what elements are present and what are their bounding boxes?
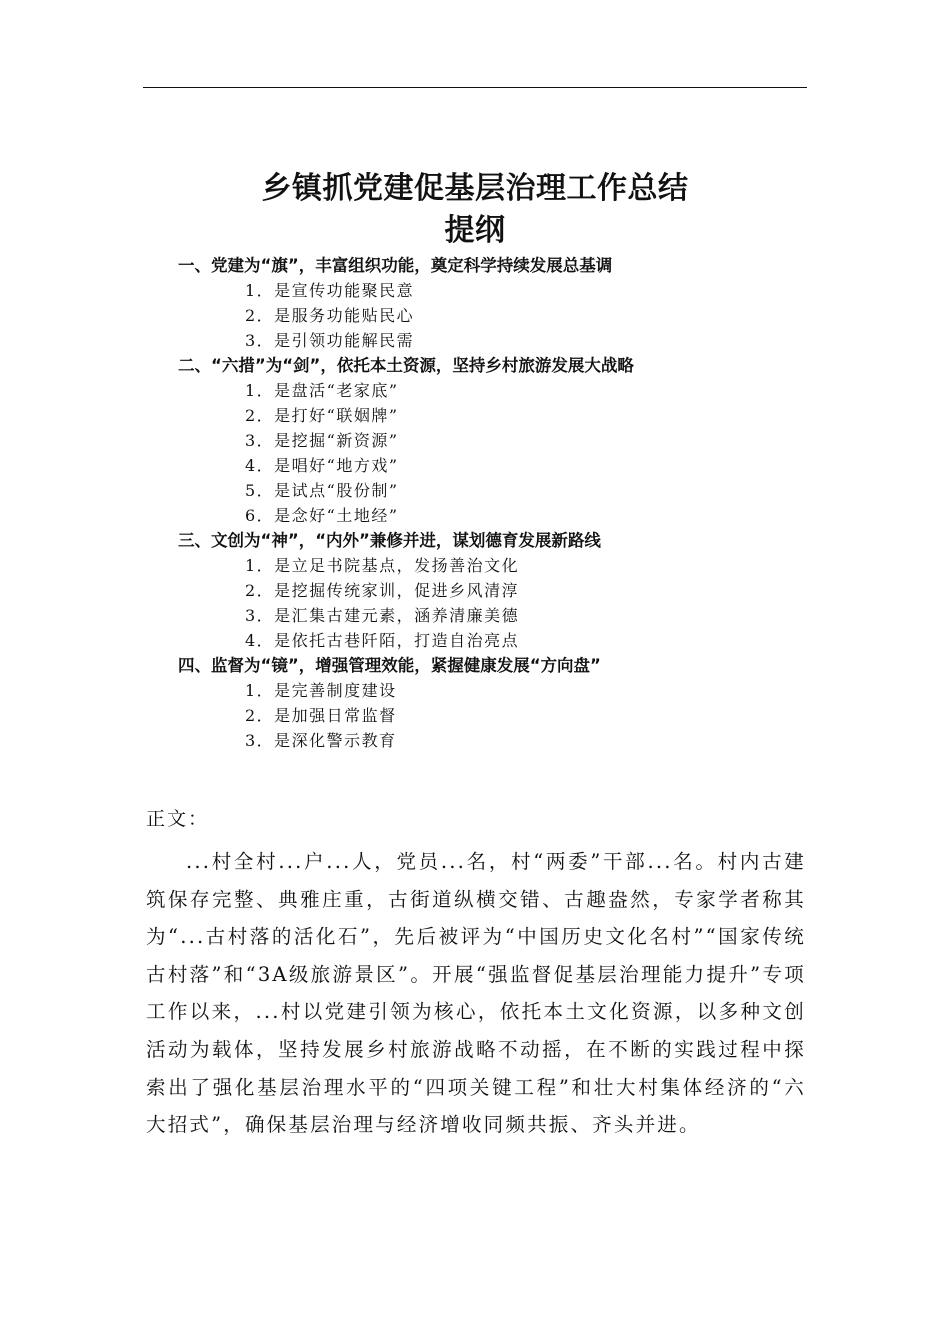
body-paragraph: ...村全村...户...人，党员...名，村“两委”干部...名。村内古建筑保存完整、典雅庄重，古街道纵横交错、古趣盎然，专家学者称其为“...古村落的活化石”，先后被评为“中国历史文化名村”“国家传统古村落”和“3A级旅游景区”。开展“强监督促基层治理能力提升”专项工作以来，...村以党建引领为核心，依托本土文化资源，以多种文创活动为载体，坚持发展乡村旅游战略不动摇，在不断的实践过程中探索出了强化基层治理水平的“四项关键工程”和壮大村集体经济的“六大招式”，确保基层治理与经济增收同频共振、齐头并进。 <box>146 850 806 1137</box>
section-item: 5．是试点“股份制” <box>245 481 399 500</box>
section-heading: 三、文创为“神”，“内外”兼修并进，谋划德育发展新路线 <box>178 531 601 550</box>
section-item: 3．是挖掘“新资源” <box>245 431 399 450</box>
section-item: 2．是打好“联姻牌” <box>245 406 399 425</box>
section-item: 2．是加强日常监督 <box>245 706 397 725</box>
section-item: 2．是挖掘传统家训，促进乡风清淳 <box>245 581 520 600</box>
section-item: 4．是唱好“地方戏” <box>245 456 399 475</box>
section-heading: 二、“六措”为“剑”，依托本土资源，坚持乡村旅游发展大战略 <box>178 356 634 375</box>
body-label: 正文： <box>146 808 210 830</box>
section-item: 1．是完善制度建设 <box>245 681 397 700</box>
section-item: 2．是服务功能贴民心 <box>245 306 415 325</box>
outline <box>0 253 950 753</box>
section-heading: 四、监督为“镜”，增强管理效能，紧握健康发展“方向盘” <box>178 656 601 675</box>
section-item: 3．是深化警示教育 <box>245 731 397 750</box>
section-item: 1．是宣传功能聚民意 <box>245 281 415 300</box>
section-item: 3．是汇集古建元素，涵养清廉美德 <box>245 606 520 625</box>
section-item: 4．是依托古巷阡陌，打造自治亮点 <box>245 631 520 650</box>
section-item: 1．是盘活“老家底” <box>245 381 399 400</box>
section-item: 3．是引领功能解民需 <box>245 331 415 350</box>
section-item: 1．是立足书院基点，发扬善治文化 <box>245 556 520 575</box>
header-rule <box>143 87 807 88</box>
section-item: 6．是念好“土地经” <box>245 506 399 525</box>
document-title: 乡镇抓党建促基层治理工作总结 <box>261 171 689 206</box>
section-heading: 一、党建为“旗”，丰富组织功能，奠定科学持续发展总基调 <box>178 256 613 275</box>
document-subtitle: 提纲 <box>444 213 506 248</box>
